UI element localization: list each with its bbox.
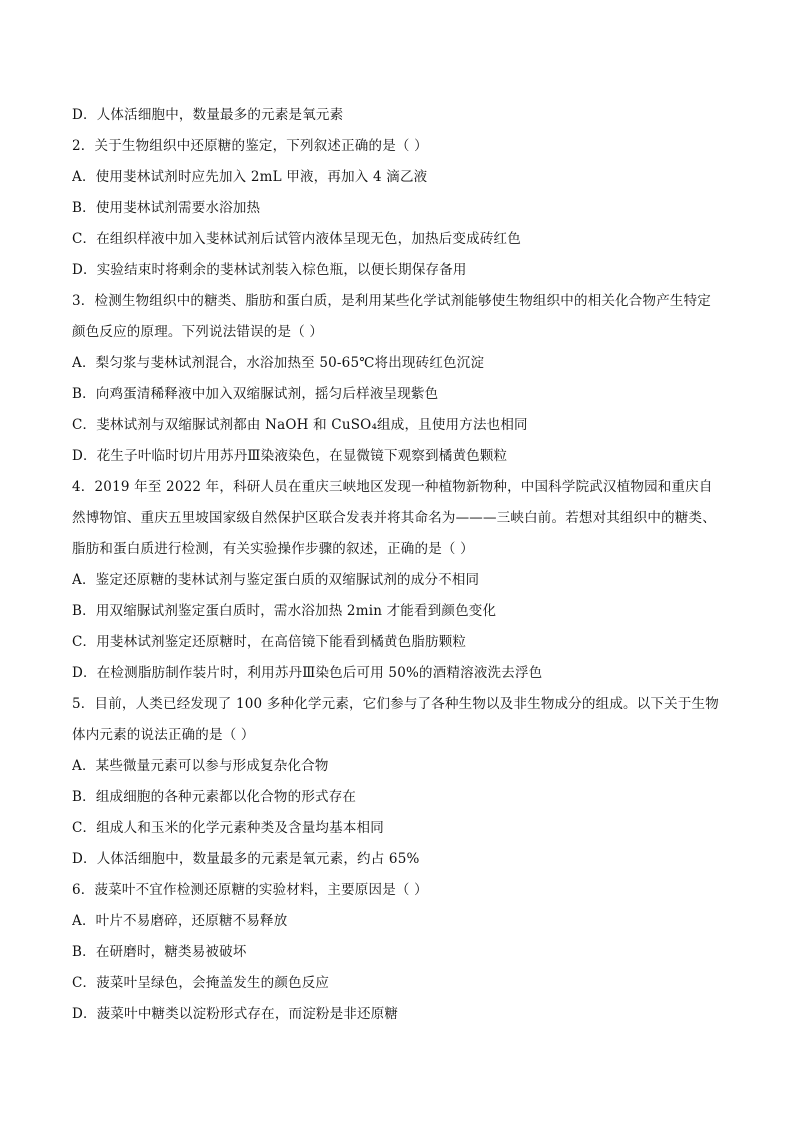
q3-option-c: C．斐林试剂与双缩脲试剂都由 NaOH 和 CuSO₄组成，且使用方法也相同 <box>72 417 528 433</box>
q5-option-b: B．组成细胞的各种元素都以化合物的形式存在 <box>72 789 357 805</box>
q4-option-d: D．在检测脂肪制作装片时，利用苏丹Ⅲ染色后可用 50%的酒精溶液洗去浮色 <box>72 665 543 681</box>
q2-option-a: A．使用斐林试剂时应先加入 2mL 甲液，再加入 4 滴乙液 <box>72 169 428 185</box>
q5-option-d: D．人体活细胞中，数量最多的元素是氧元素，约占 65% <box>72 851 420 867</box>
q4-option-c: C．用斐林试剂鉴定还原糖时，在高倍镜下能看到橘黄色脂肪颗粒 <box>72 634 467 650</box>
q4-option-a: A．鉴定还原糖的斐林试剂与鉴定蛋白质的双缩脲试剂的成分不相同 <box>72 572 480 588</box>
q6-stem: 6．菠菜叶不宜作检测还原糖的实验材料，主要原因是（ ） <box>72 882 428 898</box>
q5-option-c: C．组成人和玉米的化学元素种类及含量均基本相同 <box>72 820 384 836</box>
q4-stem: 4．2019 年至 2022 年，科研人员在重庆三峡地区发现一种植物新物种，中国科学院武汉植物园和重庆自然博物馆、重庆五里坡国家级自然保护区联合发表并将其命名为———三峡白前。若想对其组织中的糖类、脂肪和蛋白质进行检测，有关实验操作步骤的叙述，正确的是（ ） <box>72 479 716 557</box>
q4-option-b: B．用双缩脲试剂鉴定蛋白质时，需水浴加热 2min 才能看到颜色变化 <box>72 603 497 619</box>
document-page <box>72 100 724 1030</box>
q2-option-d: D．实验结束时将剩余的斐林试剂装入棕色瓶，以便长期保存备用 <box>72 262 467 278</box>
q5-option-a: A．某些微量元素可以参与形成复杂化合物 <box>72 758 329 774</box>
q3-option-b: B．向鸡蛋清稀释液中加入双缩脲试剂，摇匀后样液呈现紫色 <box>72 386 439 402</box>
q6-option-c: C．菠菜叶呈绿色，会掩盖发生的颜色反应 <box>72 975 330 991</box>
q3-option-d: D．花生子叶临时切片用苏丹Ⅲ染液染色，在显微镜下观察到橘黄色颗粒 <box>72 448 508 464</box>
q2-stem: 2．关于生物组织中还原糖的鉴定，下列叙述正确的是（ ） <box>72 138 428 154</box>
q1-option-d: D．人体活细胞中，数量最多的元素是氧元素 <box>72 107 344 123</box>
q6-option-d: D．菠菜叶中糖类以淀粉形式存在，而淀粉是非还原糖 <box>72 1006 399 1022</box>
q6-option-a: A．叶片不易磨碎，还原糖不易释放 <box>72 913 288 929</box>
q3-stem: 3．检测生物组织中的糖类、脂肪和蛋白质，是利用某些化学试剂能够使生物组织中的相关化合物产生特定颜色反应的原理。下列说法错误的是（ ） <box>72 293 711 340</box>
q5-stem: 5．目前，人类已经发现了 100 多种化学元素，它们参与了各种生物以及非生物成分的组成。以下关于生物体内元素的说法正确的是（ ） <box>72 696 719 743</box>
q3-option-a: A．梨匀浆与斐林试剂混合，水浴加热至 50-65℃将出现砖红色沉淀 <box>72 355 485 371</box>
q2-option-c: C．在组织样液中加入斐林试剂后试管内液体呈现无色，加热后变成砖红色 <box>72 231 521 247</box>
q6-option-b: B．在研磨时，糖类易被破坏 <box>72 944 247 960</box>
q2-option-b: B．使用斐林试剂需要水浴加热 <box>72 200 261 216</box>
